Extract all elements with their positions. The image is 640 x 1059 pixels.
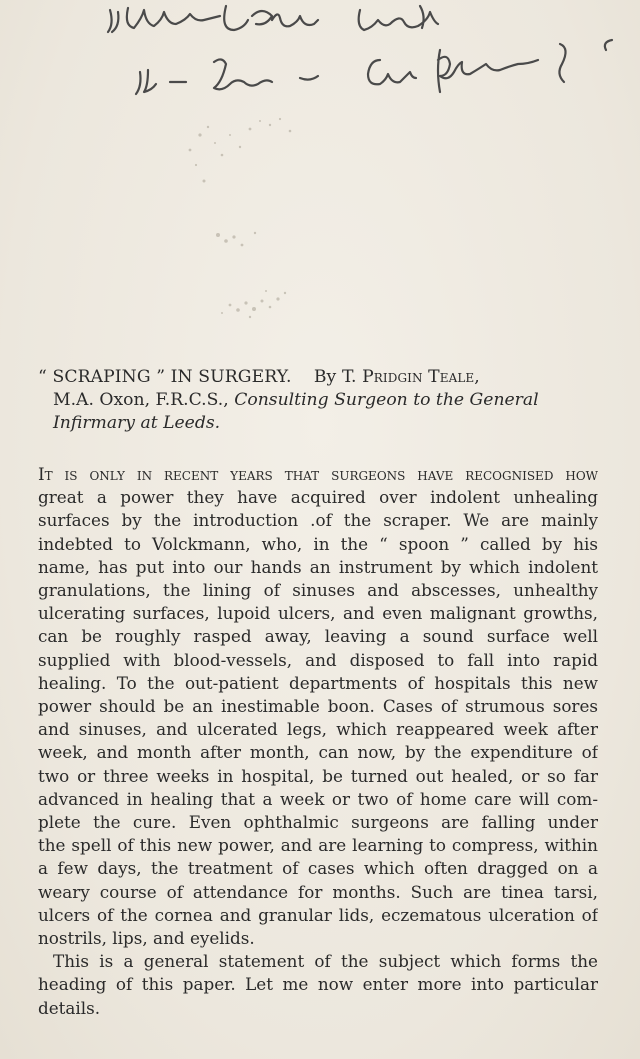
paragraph-line: two or three weeks in hospital, be turned out healed, or so far xyxy=(38,765,598,786)
handwritten-inscription xyxy=(0,0,640,150)
paragraph-line: nostrils, lips, and eyelids. xyxy=(38,928,255,949)
paragraph-line: power should be an inestimable boon. Cases of strumous sores xyxy=(38,696,598,717)
paragraph-line: name, has put into our hands an instrument by which indolent xyxy=(38,556,598,577)
paragraph-line: plete the cure. Even ophthalmic surgeons are falling under xyxy=(38,812,598,833)
paragraph-line: advanced in healing that a week or two of home care will com- xyxy=(38,788,598,809)
paragraph-line: weary course of attendance for months. Such are tinea tarsi, xyxy=(38,881,598,902)
paragraph-line: granulations, the lining of sinuses and abscesses, unhealthy xyxy=(38,580,598,601)
paragraph-line: can be roughly rasped away, leaving a sound surface well xyxy=(38,626,598,647)
paragraph-line: a few days, the treatment of cases which often dragged on a xyxy=(38,858,598,879)
paper-stain xyxy=(160,95,320,355)
paragraph-line: This is a general statement of the subject which forms the xyxy=(53,951,598,972)
paragraph-2 xyxy=(38,950,598,1020)
paragraph-line: indebted to Volckmann, who, in the “ spoon ” called by his xyxy=(38,533,598,554)
paragraph-line: week, and month after month, can now, by the expenditure of xyxy=(38,742,598,763)
paragraph-line: ulcers of the cornea and granular lids, eczematous ulceration of xyxy=(38,904,598,925)
author-byline xyxy=(38,389,598,412)
paragraph-line: healing. To the out-patient departments of hospitals this new xyxy=(38,672,598,693)
author-credentials: M.A. Oxon, F.R.C.S., xyxy=(53,390,229,410)
by-word: By xyxy=(313,367,337,387)
article-title-line xyxy=(38,366,598,389)
paragraph-line: the spell of this new power, and are learning to compress, within xyxy=(38,835,598,856)
paragraph-line: ulcerating surfaces, lupoid ulcers, and even malignant growths, xyxy=(38,603,598,624)
paragraph-line: great a power they have acquired over indolent unhealing xyxy=(38,487,598,508)
paragraph-line: heading of this paper. Let me now enter more into particular xyxy=(38,974,598,995)
paragraph-line: supplied with blood-vessels, and disposed to fall into rapid xyxy=(38,649,598,670)
author-position: Consulting Surgeon to the General xyxy=(234,390,539,410)
author-name: T. Pridgin Teale, xyxy=(341,367,480,387)
article-title: “ SCRAPING ” IN SURGERY. xyxy=(38,367,292,387)
author-institution: Infirmary at Leeds. xyxy=(53,413,221,433)
paragraph-line: and sinuses, and ulcerated legs, which reappeared week after xyxy=(38,719,598,740)
author-byline-continued xyxy=(38,412,598,435)
paragraph-line: It is only in recent years that surgeons have recognised how xyxy=(38,464,598,484)
paragraph-1 xyxy=(38,463,598,950)
article-text xyxy=(38,366,598,1020)
paragraph-line: details. xyxy=(38,997,101,1018)
paragraph-line: surfaces by the introduction .of the scraper. We are mainly xyxy=(38,510,598,531)
